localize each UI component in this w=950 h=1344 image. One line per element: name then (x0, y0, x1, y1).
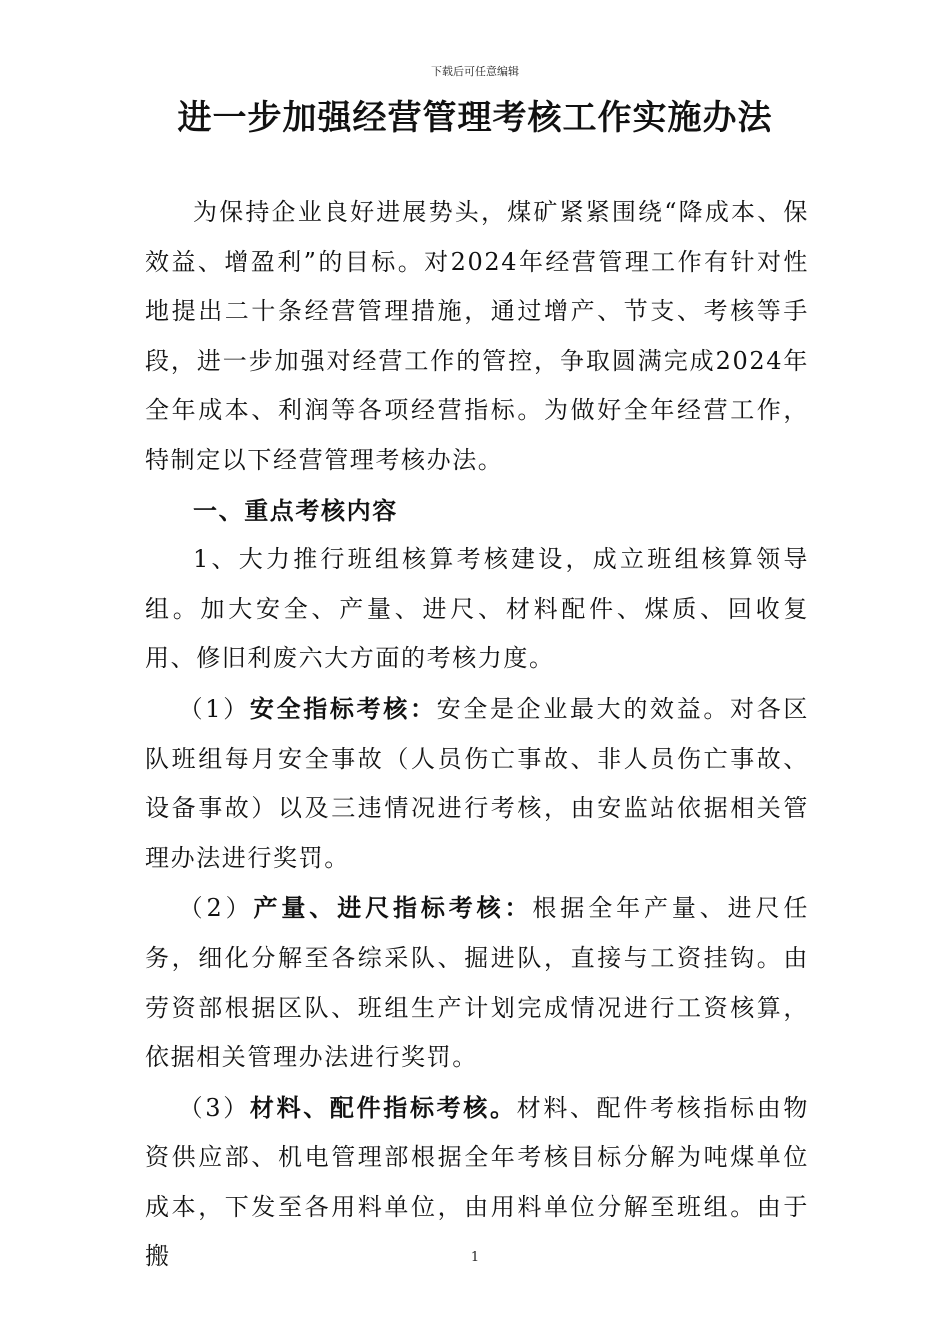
item-label: 产量、进尺指标考核： (253, 893, 533, 923)
section-heading: 一、重点考核内容 (193, 495, 398, 525)
item-label: 材料、配件指标考核。 (249, 1092, 517, 1122)
item-label: 安全指标考核： (249, 693, 437, 723)
item-text: 材料、配件考核指标由物资供应部、机电管理部根据全年考核目标分解为吨煤单位成本，下发至各用料单位，由用料单位分解至班组。由于搬 (145, 1093, 809, 1271)
page-number: 1 (470, 1250, 480, 1265)
document-body (145, 188, 809, 1282)
item-prefix: （3） (178, 1093, 250, 1122)
header-note: 下载后可任意编辑 (431, 65, 519, 78)
safety-assessment-paragraph (145, 684, 809, 883)
item-prefix: （1） (178, 694, 250, 723)
document-title: 进一步加强经营管理考核工作实施办法 (177, 98, 773, 138)
item-text: 安全是企业最大的效益。对各区队班组每月安全事故（人员伤亡事故、非人员伤亡事故、设备事故）以及三违情况进行考核，由安监站依据相关管理办法进行奖罚。 (145, 694, 809, 872)
output-assessment-paragraph (145, 883, 809, 1082)
item-paragraph: 1、大力推行班组核算考核建设，成立班组核算领导组。加大安全、产量、进尺、材料配件、煤质、回收复用、修旧利废六大方面的考核力度。 (145, 545, 809, 673)
item-text: 根据全年产量、进尺任务，细化分解至各综采队、掘进队，直接与工资挂钩。由劳资部根据区队、班组生产计划完成情况进行工资核算，依据相关管理办法进行奖罚。 (145, 894, 810, 1072)
item-prefix: （2） (178, 894, 254, 923)
intro-paragraph: 为保持企业良好进展势头，煤矿紧紧围绕“降成本、保效益、增盈利”的目标。对2024年经营管理工作有针对性地提出二十条经营管理措施，通过增产、节支、考核等手段，进一步加强对经营工作的管控，争取圆满完成2024年全年成本、利润等各项经营指标。为做好全年经营工作，特制定以下经营管理考核办法。 (145, 198, 809, 474)
